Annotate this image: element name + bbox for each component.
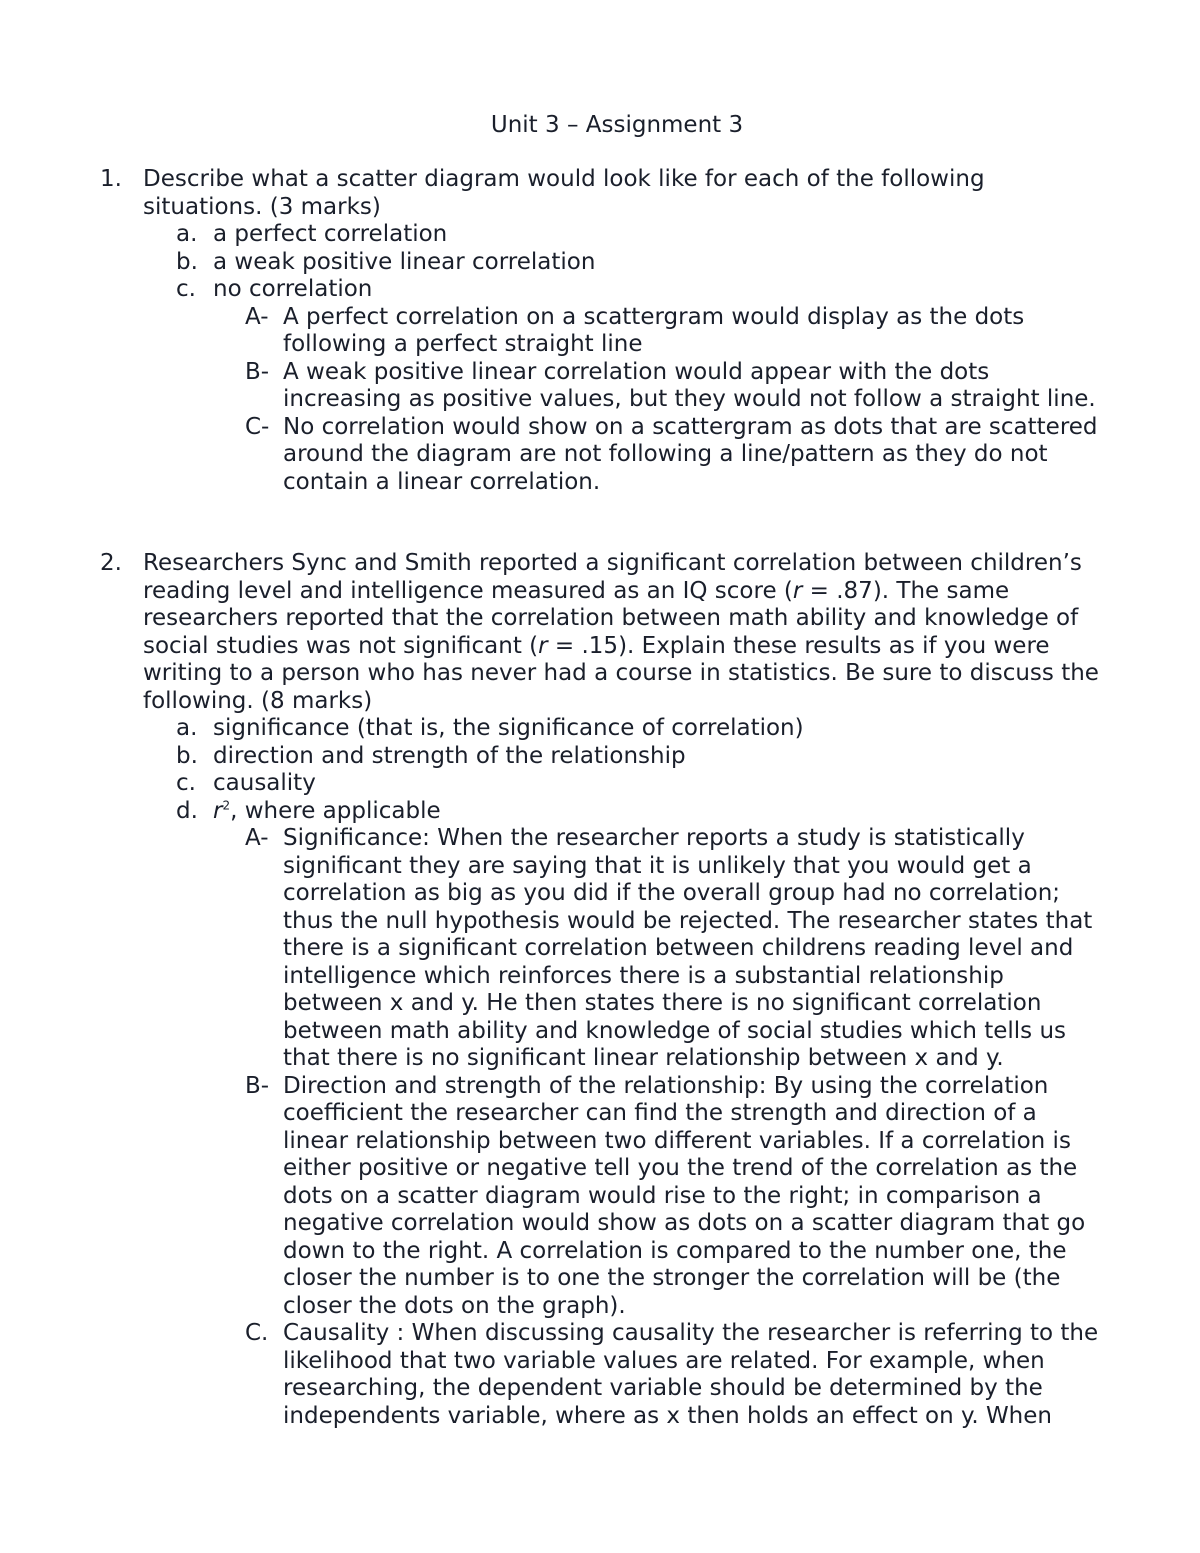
answer-text bbox=[283, 359, 1096, 414]
question-2-line: Researchers Sync and Smith reported a significant correlation between children’s bbox=[143, 550, 1082, 576]
answer-line: between math ability and knowledge of social studies which tells us bbox=[283, 1017, 1067, 1044]
squared-superscript: 2 bbox=[222, 797, 231, 812]
answer-line: thus the null hypothesis would be rejected. The researcher states that bbox=[283, 907, 1093, 934]
part-text: causality bbox=[213, 770, 316, 796]
answer-text bbox=[283, 414, 1098, 497]
answer-line: coefficient the researcher can find the strength and direction of a bbox=[283, 1100, 1037, 1126]
question-1-prompt bbox=[143, 166, 985, 221]
answer-line: A weak positive linear correlation would appear with the dots bbox=[283, 358, 990, 385]
answer-text bbox=[283, 825, 1092, 1073]
answer-line: contain a linear correlation. bbox=[283, 468, 601, 495]
question-2-line: researchers reported that the correlation between math ability and knowledge of bbox=[143, 605, 1079, 631]
part-marker: a. bbox=[176, 221, 198, 247]
part-text: significance (that is, the significance of correlation) bbox=[213, 715, 804, 741]
answer-line: dots on a scatter diagram would rise to the right; in comparison a bbox=[283, 1182, 1042, 1209]
answer-marker: C- bbox=[245, 413, 270, 440]
answer-line: there is a significant correlation between childrens reading level and bbox=[283, 935, 1074, 961]
question-2-prompt bbox=[143, 550, 1099, 715]
answer-line: negative correlation would show as dots on a scatter diagram that go bbox=[283, 1210, 1086, 1236]
part-marker: d. bbox=[176, 797, 198, 824]
part-text: no correlation bbox=[213, 276, 373, 302]
part-text: a weak positive linear correlation bbox=[213, 248, 596, 275]
question-1-number: 1. bbox=[100, 166, 122, 192]
part-marker: c. bbox=[176, 770, 196, 796]
question-2-line: reading level and intelligence measured as an IQ score (r = .87). The same bbox=[143, 577, 1010, 604]
part-marker: b. bbox=[176, 248, 198, 275]
answer-marker: B- bbox=[245, 1072, 270, 1099]
answer-line: closer the dots on the graph). bbox=[283, 1292, 626, 1319]
document-title: Unit 3 – Assignment 3 bbox=[490, 112, 744, 138]
answer-marker: C. bbox=[245, 1320, 269, 1346]
answer-line: researching, the dependent variable should be determined by the bbox=[283, 1375, 1043, 1401]
part-text: $r^2$, where applicable bbox=[213, 797, 441, 824]
answer-line: linear relationship between two different variables. If a correlation is bbox=[283, 1127, 1071, 1154]
question-2-line: following. (8 marks) bbox=[143, 687, 373, 714]
question-2-line: writing to a person who has never had a course in statistics. Be sure to discuss the bbox=[143, 660, 1099, 686]
answer-line: increasing as positive values, but they would not follow a straight line. bbox=[283, 386, 1096, 412]
answer-text bbox=[283, 304, 1024, 359]
answer-marker: A- bbox=[245, 303, 269, 330]
answer-line: either positive or negative tell you the trend of the correlation as the bbox=[283, 1155, 1078, 1181]
answer-line: closer the number is to one the stronger the correlation will be (the bbox=[283, 1265, 1061, 1291]
r-symbol: r bbox=[213, 797, 223, 824]
answer-marker: B- bbox=[245, 358, 270, 385]
answer-line: A perfect correlation on a scattergram would display as the dots bbox=[283, 303, 1025, 330]
answer-line: between x and y. He then states there is no significant correlation bbox=[283, 990, 1042, 1016]
answer-line: intelligence which reinforces there is a substantial relationship bbox=[283, 962, 1004, 989]
question-1-line: Describe what a scatter diagram would look like for each of the following bbox=[143, 166, 985, 192]
answer-line: that there is no significant linear relationship between x and y. bbox=[283, 1045, 1004, 1071]
part-marker: a. bbox=[176, 715, 198, 741]
part-marker: b. bbox=[176, 742, 198, 769]
answer-line: independents variable, where as x then holds an effect on y. When bbox=[283, 1402, 1052, 1429]
answer-line: down to the right. A correlation is compared to the number one, the bbox=[283, 1237, 1067, 1264]
question-2-number: 2. bbox=[100, 550, 122, 576]
question-1-line: situations. (3 marks) bbox=[143, 193, 381, 220]
answer-line: correlation as big as you did if the overall group had no correlation; bbox=[283, 880, 1061, 906]
answer-line: significant they are saying that it is unlikely that you would get a bbox=[283, 852, 1032, 879]
answer-line: Causality : When discussing causality the researcher is referring to the bbox=[283, 1320, 1099, 1346]
part-text: direction and strength of the relationship bbox=[213, 742, 686, 769]
answer-text bbox=[283, 1320, 1098, 1430]
answer-line: around the diagram are not following a line/pattern as they do not bbox=[283, 441, 1048, 467]
answer-line: following a perfect straight line bbox=[283, 331, 643, 357]
r-symbol: r bbox=[792, 577, 803, 604]
question-2-line: social studies was not significant (r = .15). Explain these results as if you were bbox=[143, 632, 1050, 659]
part-text: a perfect correlation bbox=[213, 221, 448, 247]
part-marker: c. bbox=[176, 276, 196, 302]
answer-line: Direction and strength of the relationship: By using the correlation bbox=[283, 1072, 1049, 1099]
answer-line: Significance: When the researcher reports a study is statistically bbox=[283, 825, 1025, 851]
answer-line: likelihood that two variable values are related. For example, when bbox=[283, 1347, 1045, 1374]
answer-line: No correlation would show on a scattergram as dots that are scattered bbox=[283, 413, 1098, 440]
r-symbol: r bbox=[538, 632, 548, 659]
answer-marker: A- bbox=[245, 825, 269, 851]
answer-text bbox=[283, 1073, 1085, 1321]
